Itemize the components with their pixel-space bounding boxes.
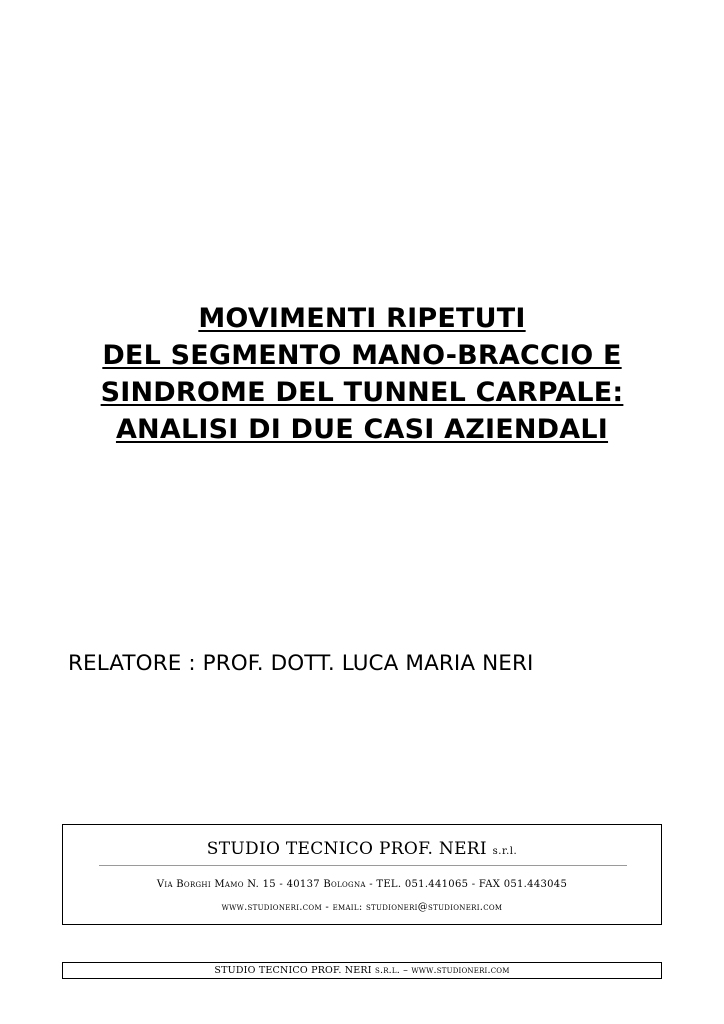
- footer-studio-name: STUDIO TECNICO PROF. NERI: [214, 965, 372, 976]
- studio-divider: [99, 865, 627, 866]
- studio-name-line: [63, 838, 661, 863]
- studio-info-box: [62, 824, 662, 925]
- footer-suffix: s.r.l. – www.studioneri.com: [374, 965, 510, 976]
- studio-name: STUDIO TECNICO PROF. NERI: [206, 839, 487, 859]
- studio-web-contact: www.studioneri.com - email: studioneri@studioneri.com: [221, 902, 503, 913]
- studio-address: Via Borghi Mamo N. 15 - 40137 Bologna - TEL. 051.441065 - FAX 051.443045: [156, 879, 568, 890]
- title-line-4: ANALISI DI DUE CASI AZIENDALI: [115, 414, 609, 445]
- studio-name-suffix: s.r.l.: [492, 846, 518, 857]
- document-title: [0, 300, 724, 448]
- title-line-2: DEL SEGMENTO MANO-BRACCIO E: [102, 340, 622, 371]
- page-footer: [62, 962, 662, 979]
- speaker-line: RELATORE : PROF. DOTT. LUCA MARIA NERI: [68, 651, 534, 676]
- title-line-3: SINDROME DEL TUNNEL CARPALE:: [100, 377, 624, 408]
- title-line-1: MOVIMENTI RIPETUTI: [198, 303, 526, 334]
